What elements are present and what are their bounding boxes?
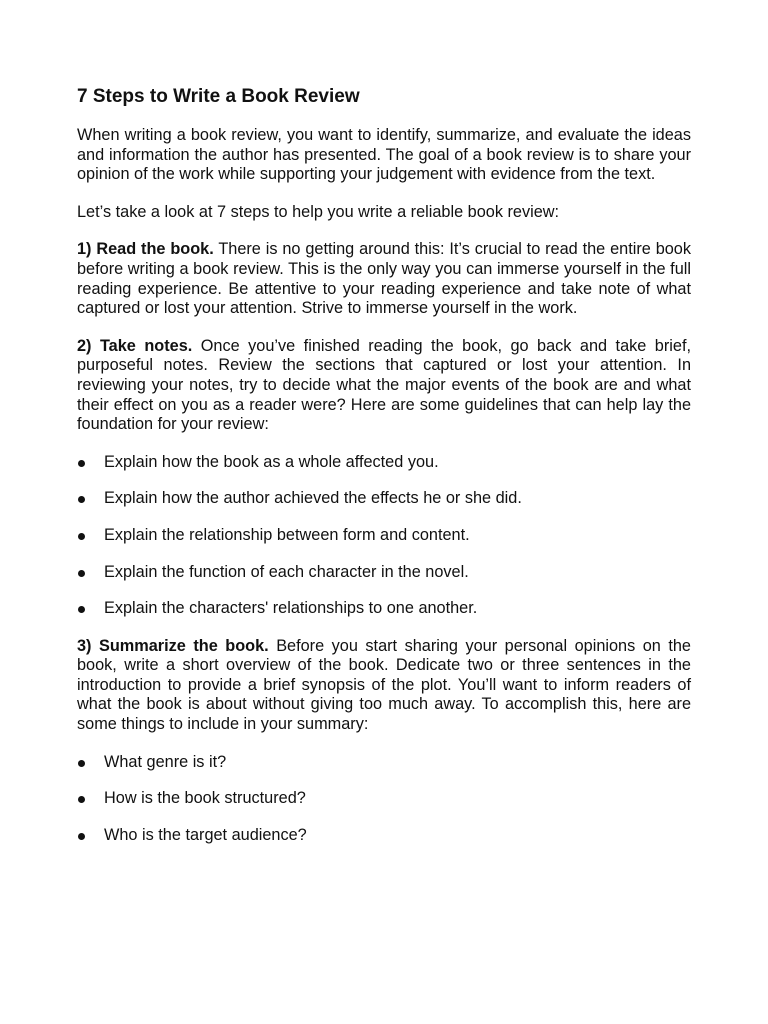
bullet-icon bbox=[78, 570, 85, 577]
step-2-body: Once you’ve finished reading the book, go back and take brief, purposeful notes. Review the sections that captured or lost your attention. In reviewing your notes, try to decide what the major events of the book are and what their effect on you as a reader were? Here are some guidelines that can help lay the foundation for your review: bbox=[77, 336, 692, 434]
bullet-icon bbox=[78, 496, 85, 503]
list-item-text: Who is the target audience? bbox=[104, 825, 307, 844]
list-item bbox=[77, 563, 691, 583]
list-item-text: How is the book structured? bbox=[104, 789, 306, 808]
step-1-body: There is no getting around this: It’s crucial to read the entire book before writing a book review. This is the only way you can immerse yourself in the full reading experience. Be attentive to your reading experience and take note of what captured or lost your attention. Strive to immerse yourself in the work. bbox=[77, 240, 691, 318]
list-item bbox=[77, 453, 691, 473]
document-title: 7 Steps to Write a Book Review bbox=[77, 86, 360, 107]
bullet-icon bbox=[78, 460, 85, 467]
list-item-text: Explain the function of each character in the novel. bbox=[104, 562, 469, 581]
step-3-heading: 3) Summarize the book. bbox=[77, 636, 269, 655]
step-2-guidelines-list bbox=[77, 453, 691, 619]
step-2-heading: 2) Take notes. bbox=[77, 336, 193, 355]
step-3-body: Before you start sharing your personal opinions on the book, write a short overview of the book. Dedicate two or three sentences in the introduction to provide a brief synopsis of the plot. You’ll want to inform readers of what the book is about without giving too much away. To accomplish this, here are some things to include in your summary: bbox=[77, 636, 691, 734]
step-1-heading: 1) Read the book. bbox=[77, 240, 214, 259]
list-item-text: Explain the characters' relationships to one another. bbox=[104, 599, 478, 618]
intro-paragraph: When writing a book review, you want to identify, summarize, and evaluate the ideas and information the author has presented. The goal of a book review is to share your opinion of the work while supporting your judgement with evidence from the text. bbox=[77, 126, 691, 184]
list-item-text: What genre is it? bbox=[104, 752, 227, 771]
list-item bbox=[77, 753, 691, 773]
bullet-icon bbox=[78, 533, 85, 540]
step-3-summary-list bbox=[77, 753, 691, 846]
list-item-text: Explain how the book as a whole affected you. bbox=[104, 452, 439, 471]
list-item-text: Explain the relationship between form and content. bbox=[104, 525, 470, 544]
list-item bbox=[77, 526, 691, 546]
document-page bbox=[77, 84, 691, 863]
step-1-paragraph bbox=[77, 240, 691, 318]
bullet-icon bbox=[78, 606, 85, 613]
list-item bbox=[77, 789, 691, 809]
lead-paragraph: Let’s take a look at 7 steps to help you write a reliable book review: bbox=[77, 202, 560, 221]
list-item-text: Explain how the author achieved the effects he or she did. bbox=[104, 489, 522, 508]
step-3-paragraph bbox=[77, 637, 691, 735]
bullet-icon bbox=[78, 796, 85, 803]
list-item bbox=[77, 489, 691, 509]
list-item bbox=[77, 599, 691, 619]
step-2-paragraph bbox=[77, 337, 691, 435]
bullet-icon bbox=[78, 833, 85, 840]
list-item bbox=[77, 826, 691, 846]
bullet-icon bbox=[78, 760, 85, 767]
